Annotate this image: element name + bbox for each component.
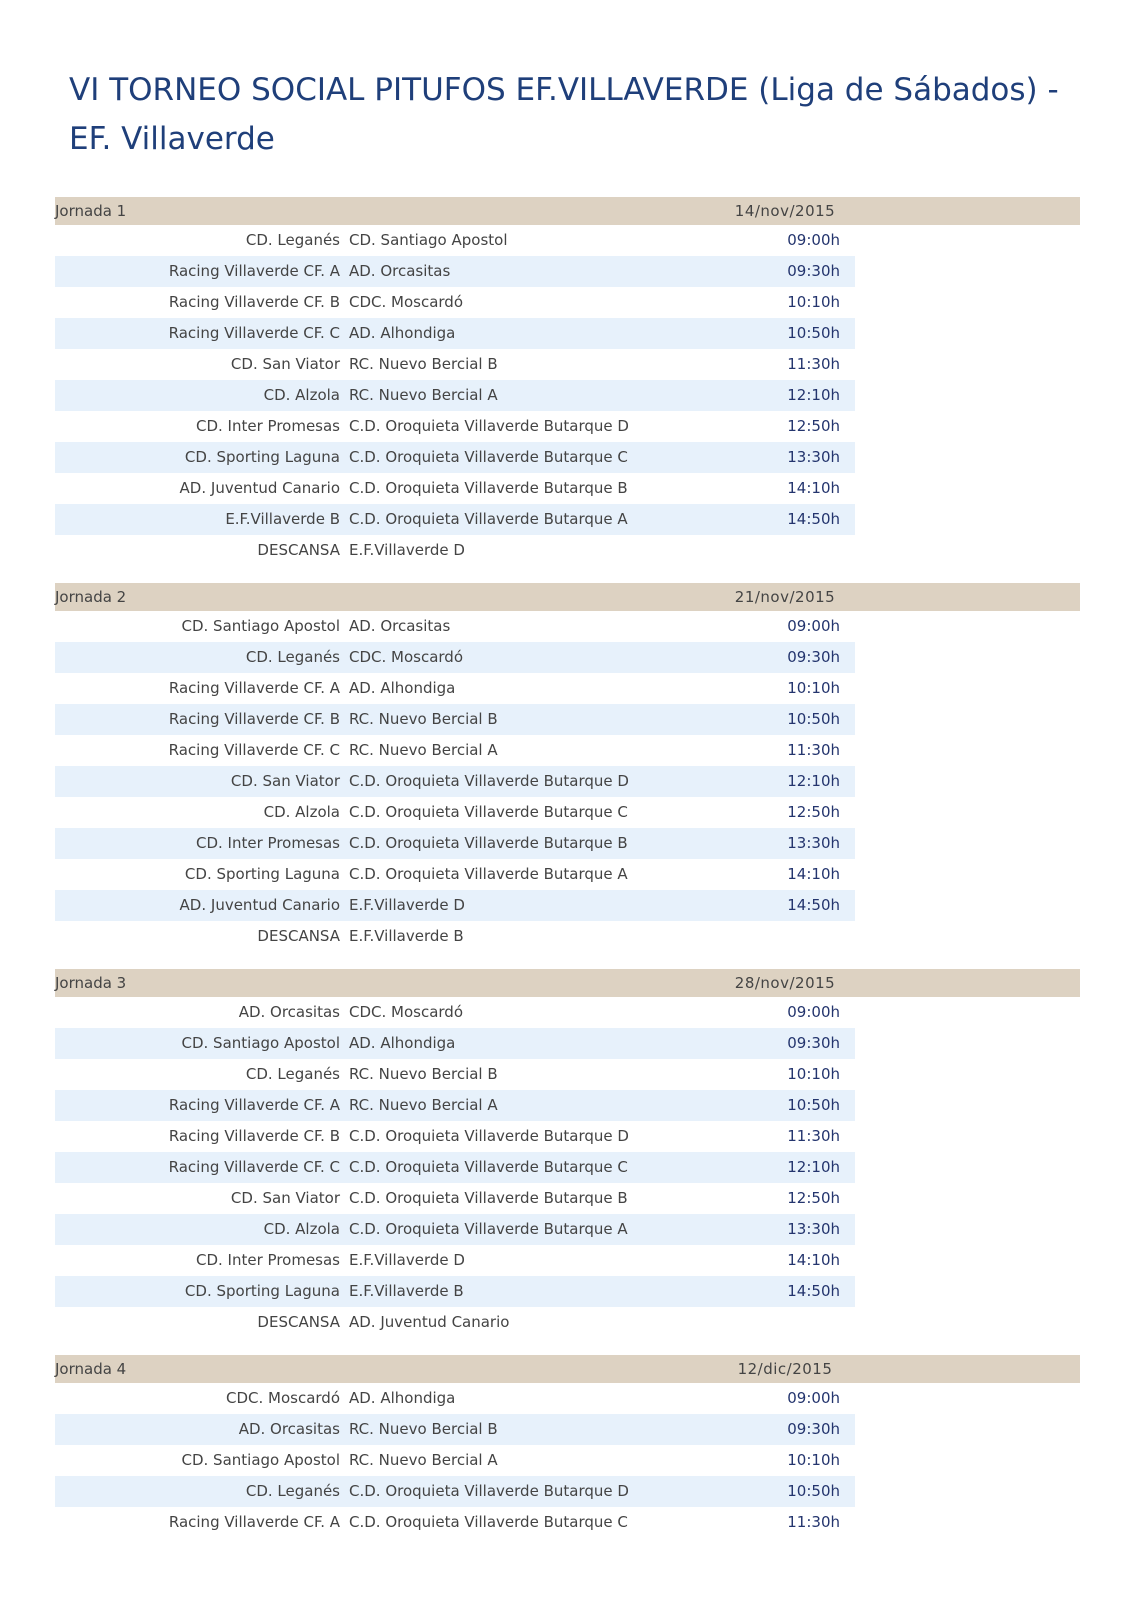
match-row <box>55 256 855 287</box>
home-team: E.F.Villaverde B <box>225 510 340 528</box>
away-team: AD. Alhondiga <box>349 679 456 697</box>
match-time: 14:50h <box>787 1282 840 1300</box>
match-time: 11:30h <box>787 355 840 373</box>
jornada-name: Jornada 1 <box>55 202 127 220</box>
match-row <box>55 611 855 642</box>
home-team: Racing Villaverde CF. C <box>168 1158 340 1176</box>
match-row <box>55 1476 855 1507</box>
jornada-header <box>55 969 1080 997</box>
match-time: 14:10h <box>787 865 840 883</box>
match-row <box>55 1028 855 1059</box>
jornada-name: Jornada 3 <box>55 974 127 992</box>
match-time: 10:50h <box>787 1482 840 1500</box>
away-team: RC. Nuevo Bercial B <box>349 1065 498 1083</box>
away-team: CDC. Moscardó <box>349 1003 464 1021</box>
match-row <box>55 349 855 380</box>
match-time: 14:10h <box>787 1251 840 1269</box>
away-team: C.D. Oroquieta Villaverde Butarque C <box>349 448 628 466</box>
away-team: AD. Alhondiga <box>349 1389 456 1407</box>
home-team: AD. Juventud Canario <box>179 479 340 497</box>
home-team: Racing Villaverde CF. B <box>168 710 340 728</box>
away-team: CDC. Moscardó <box>349 648 464 666</box>
match-row <box>55 921 855 952</box>
match-row <box>55 380 855 411</box>
home-team: CD. Santiago Apostol <box>181 1034 340 1052</box>
away-team: RC. Nuevo Bercial B <box>349 1420 498 1438</box>
match-row <box>55 828 855 859</box>
match-row <box>55 1121 855 1152</box>
match-time: 10:10h <box>787 293 840 311</box>
jornada-name: Jornada 2 <box>55 588 127 606</box>
match-row <box>55 1059 855 1090</box>
jornada-date: 12/dic/2015 <box>737 1360 833 1378</box>
match-row <box>55 997 855 1028</box>
away-team: C.D. Oroquieta Villaverde Butarque B <box>349 479 628 497</box>
home-team: CD. San Viator <box>230 355 340 373</box>
home-team: DESCANSA <box>257 1313 340 1331</box>
match-row <box>55 504 855 535</box>
match-row <box>55 1307 855 1338</box>
match-row <box>55 318 855 349</box>
away-team: E.F.Villaverde B <box>349 927 464 945</box>
match-time: 10:50h <box>787 324 840 342</box>
match-row <box>55 1445 855 1476</box>
home-team: Racing Villaverde CF. A <box>168 1513 340 1531</box>
jornada-name: Jornada 4 <box>55 1360 127 1378</box>
away-team: RC. Nuevo Bercial A <box>349 741 498 759</box>
home-team: CD. Sporting Laguna <box>184 1282 340 1300</box>
away-team: C.D. Oroquieta Villaverde Butarque B <box>349 834 628 852</box>
page-title: VI TORNEO SOCIAL PITUFOS EF.VILLAVERDE (Liga de Sábados) - EF. Villaverde <box>69 72 1059 157</box>
match-time: 12:10h <box>787 1158 840 1176</box>
away-team: E.F.Villaverde D <box>349 1251 465 1269</box>
home-team: CD. Alzola <box>263 803 340 821</box>
home-team: CD. Leganés <box>245 648 340 666</box>
match-time: 09:00h <box>787 617 840 635</box>
home-team: CD. San Viator <box>230 772 340 790</box>
match-row <box>55 890 855 921</box>
match-time: 09:30h <box>787 1034 840 1052</box>
home-team: CD. Sporting Laguna <box>184 865 340 883</box>
away-team: C.D. Oroquieta Villaverde Butarque A <box>349 865 628 883</box>
match-row <box>55 766 855 797</box>
away-team: E.F.Villaverde B <box>349 1282 464 1300</box>
match-time: 11:30h <box>787 1513 840 1531</box>
home-team: CD. Alzola <box>263 1220 340 1238</box>
away-team: C.D. Oroquieta Villaverde Butarque D <box>349 772 629 790</box>
home-team: AD. Orcasitas <box>238 1003 340 1021</box>
match-row <box>55 1414 855 1445</box>
match-time: 09:30h <box>787 262 840 280</box>
jornada-date: 14/nov/2015 <box>734 202 836 220</box>
away-team: C.D. Oroquieta Villaverde Butarque C <box>349 1158 628 1176</box>
home-team: DESCANSA <box>257 927 340 945</box>
match-time: 12:10h <box>787 772 840 790</box>
home-team: CD. Inter Promesas <box>196 417 340 435</box>
away-team: AD. Orcasitas <box>349 617 451 635</box>
jornada-header <box>55 197 1080 225</box>
match-row <box>55 1090 855 1121</box>
home-team: CDC. Moscardó <box>225 1389 340 1407</box>
match-time: 09:00h <box>787 231 840 249</box>
home-team: CD. Leganés <box>245 231 340 249</box>
match-time: 12:50h <box>787 417 840 435</box>
jornada-header <box>55 1355 1080 1383</box>
jornada-block <box>55 197 1080 566</box>
match-row <box>55 473 855 504</box>
away-team: C.D. Oroquieta Villaverde Butarque D <box>349 1127 629 1145</box>
match-time: 10:50h <box>787 1096 840 1114</box>
match-row <box>55 797 855 828</box>
match-time: 12:50h <box>787 803 840 821</box>
away-team: RC. Nuevo Bercial B <box>349 355 498 373</box>
match-row <box>55 642 855 673</box>
home-team: CD. Inter Promesas <box>196 834 340 852</box>
match-row <box>55 287 855 318</box>
home-team: Racing Villaverde CF. B <box>168 293 340 311</box>
home-team: CD. Sporting Laguna <box>184 448 340 466</box>
away-team: RC. Nuevo Bercial A <box>349 1451 498 1469</box>
jornada-date: 28/nov/2015 <box>734 974 836 992</box>
match-row <box>55 442 855 473</box>
match-time: 13:30h <box>787 1220 840 1238</box>
match-row <box>55 673 855 704</box>
jornada-header <box>55 583 1080 611</box>
jornada-block <box>55 969 1080 1338</box>
match-row <box>55 411 855 442</box>
home-team: CD. Leganés <box>245 1482 340 1500</box>
away-team: C.D. Oroquieta Villaverde Butarque D <box>349 417 629 435</box>
match-time: 14:50h <box>787 896 840 914</box>
away-team: E.F.Villaverde D <box>349 896 465 914</box>
match-time: 10:10h <box>787 679 840 697</box>
match-time: 11:30h <box>787 1127 840 1145</box>
match-time: 14:50h <box>787 510 840 528</box>
away-team: C.D. Oroquieta Villaverde Butarque A <box>349 510 628 528</box>
match-time: 11:30h <box>787 741 840 759</box>
match-time: 12:10h <box>787 386 840 404</box>
home-team: Racing Villaverde CF. C <box>168 324 340 342</box>
home-team: CD. Santiago Apostol <box>181 617 340 635</box>
match-row <box>55 1183 855 1214</box>
home-team: DESCANSA <box>257 541 340 559</box>
away-team: RC. Nuevo Bercial A <box>349 1096 498 1114</box>
match-row <box>55 859 855 890</box>
away-team: RC. Nuevo Bercial B <box>349 710 498 728</box>
match-time: 13:30h <box>787 834 840 852</box>
match-row <box>55 1383 855 1414</box>
home-team: CD. Santiago Apostol <box>181 1451 340 1469</box>
match-time: 13:30h <box>787 448 840 466</box>
home-team: CD. San Viator <box>230 1189 340 1207</box>
match-time: 12:50h <box>787 1189 840 1207</box>
home-team: Racing Villaverde CF. A <box>168 262 340 280</box>
match-time: 10:10h <box>787 1451 840 1469</box>
match-time: 09:30h <box>787 1420 840 1438</box>
match-row <box>55 1152 855 1183</box>
match-time: 10:50h <box>787 710 840 728</box>
match-time: 09:00h <box>787 1389 840 1407</box>
home-team: AD. Juventud Canario <box>179 896 340 914</box>
away-team: AD. Alhondiga <box>349 324 456 342</box>
match-row <box>55 704 855 735</box>
away-team: CDC. Moscardó <box>349 293 464 311</box>
home-team: AD. Orcasitas <box>238 1420 340 1438</box>
home-team: CD. Inter Promesas <box>196 1251 340 1269</box>
match-time: 10:10h <box>787 1065 840 1083</box>
away-team: C.D. Oroquieta Villaverde Butarque A <box>349 1220 628 1238</box>
home-team: CD. Alzola <box>263 386 340 404</box>
away-team: E.F.Villaverde D <box>349 541 465 559</box>
jornada-block <box>55 583 1080 952</box>
match-row <box>55 735 855 766</box>
away-team: C.D. Oroquieta Villaverde Butarque D <box>349 1482 629 1500</box>
match-row <box>55 1507 855 1538</box>
match-row <box>55 1245 855 1276</box>
away-team: C.D. Oroquieta Villaverde Butarque B <box>349 1189 628 1207</box>
away-team: AD. Orcasitas <box>349 262 451 280</box>
away-team: AD. Alhondiga <box>349 1034 456 1052</box>
away-team: C.D. Oroquieta Villaverde Butarque C <box>349 1513 628 1531</box>
match-time: 09:30h <box>787 648 840 666</box>
match-row <box>55 535 855 566</box>
match-time: 09:00h <box>787 1003 840 1021</box>
match-time: 14:10h <box>787 479 840 497</box>
away-team: CD. Santiago Apostol <box>349 231 508 249</box>
home-team: Racing Villaverde CF. A <box>168 1096 340 1114</box>
home-team: CD. Leganés <box>245 1065 340 1083</box>
home-team: Racing Villaverde CF. B <box>168 1127 340 1145</box>
away-team: C.D. Oroquieta Villaverde Butarque C <box>349 803 628 821</box>
jornada-date: 21/nov/2015 <box>734 588 836 606</box>
match-row <box>55 1276 855 1307</box>
match-row <box>55 225 855 256</box>
away-team: RC. Nuevo Bercial A <box>349 386 498 404</box>
away-team: AD. Juventud Canario <box>349 1313 510 1331</box>
home-team: Racing Villaverde CF. C <box>168 741 340 759</box>
jornada-block <box>55 1355 1080 1538</box>
home-team: Racing Villaverde CF. A <box>168 679 340 697</box>
schedule <box>55 197 1080 1555</box>
match-row <box>55 1214 855 1245</box>
